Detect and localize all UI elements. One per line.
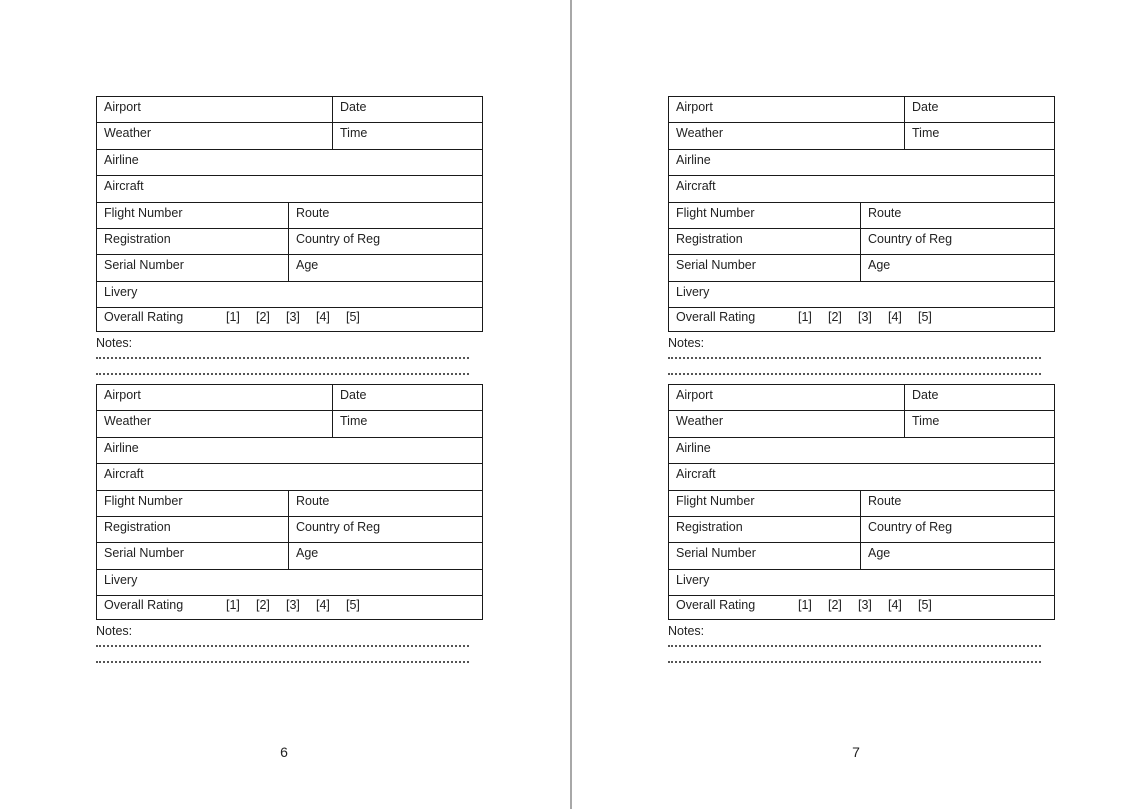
notes-line[interactable] bbox=[96, 645, 469, 647]
rating-option-2[interactable]: [2] bbox=[828, 310, 842, 324]
page-7 bbox=[572, 0, 1140, 809]
rating-option-1[interactable]: [1] bbox=[798, 598, 812, 612]
flight-number-field[interactable]: Flight Number bbox=[669, 491, 861, 517]
route-field[interactable]: Route bbox=[861, 491, 1055, 517]
notes-line[interactable] bbox=[668, 661, 1041, 663]
page-number: 7 bbox=[852, 744, 860, 760]
log-table bbox=[668, 384, 1055, 620]
notes-line[interactable] bbox=[96, 357, 469, 359]
rating-option-3[interactable]: [3] bbox=[858, 598, 872, 612]
route-field[interactable]: Route bbox=[289, 203, 483, 229]
airport-field[interactable]: Airport bbox=[97, 97, 333, 123]
date-field[interactable]: Date bbox=[333, 385, 483, 411]
notes-line[interactable] bbox=[668, 357, 1041, 359]
overall-rating-label: Overall Rating bbox=[104, 310, 184, 324]
rating-option-2[interactable]: [2] bbox=[256, 598, 270, 612]
date-field[interactable]: Date bbox=[333, 97, 483, 123]
notes-label: Notes: bbox=[96, 336, 133, 350]
livery-field[interactable]: Livery bbox=[669, 282, 1055, 308]
serial-number-field[interactable]: Serial Number bbox=[669, 255, 861, 282]
rating-option-2[interactable]: [2] bbox=[256, 310, 270, 324]
rating-option-3[interactable]: [3] bbox=[286, 310, 300, 324]
rating-option-4[interactable]: [4] bbox=[316, 310, 330, 324]
livery-field[interactable]: Livery bbox=[97, 282, 483, 308]
route-field[interactable]: Route bbox=[861, 203, 1055, 229]
aircraft-log-form bbox=[96, 96, 482, 375]
airline-field[interactable]: Airline bbox=[669, 150, 1055, 176]
airport-field[interactable]: Airport bbox=[97, 385, 333, 411]
country-of-reg-field[interactable]: Country of Reg bbox=[861, 229, 1055, 255]
notes-label: Notes: bbox=[668, 336, 705, 350]
overall-rating-label: Overall Rating bbox=[676, 310, 756, 324]
aircraft-log-form bbox=[668, 96, 1054, 375]
age-field[interactable]: Age bbox=[289, 255, 483, 282]
rating-option-4[interactable]: [4] bbox=[316, 598, 330, 612]
serial-number-field[interactable]: Serial Number bbox=[97, 255, 289, 282]
weather-field[interactable]: Weather bbox=[669, 123, 905, 150]
flight-number-field[interactable]: Flight Number bbox=[97, 491, 289, 517]
rating-option-3[interactable]: [3] bbox=[858, 310, 872, 324]
rating-option-5[interactable]: [5] bbox=[346, 310, 360, 324]
time-field[interactable]: Time bbox=[905, 411, 1055, 438]
notes-label: Notes: bbox=[96, 624, 133, 638]
overall-rating-label: Overall Rating bbox=[104, 598, 184, 612]
rating-option-1[interactable]: [1] bbox=[798, 310, 812, 324]
page-number: 6 bbox=[280, 744, 288, 760]
weather-field[interactable]: Weather bbox=[97, 411, 333, 438]
overall-rating-row bbox=[97, 308, 483, 332]
serial-number-field[interactable]: Serial Number bbox=[97, 543, 289, 570]
airport-field[interactable]: Airport bbox=[669, 97, 905, 123]
aircraft-field[interactable]: Aircraft bbox=[97, 464, 483, 491]
time-field[interactable]: Time bbox=[333, 411, 483, 438]
registration-field[interactable]: Registration bbox=[669, 229, 861, 255]
notes-line[interactable] bbox=[96, 661, 469, 663]
airport-field[interactable]: Airport bbox=[669, 385, 905, 411]
country-of-reg-field[interactable]: Country of Reg bbox=[289, 517, 483, 543]
notes-line[interactable] bbox=[668, 373, 1041, 375]
rating-option-5[interactable]: [5] bbox=[918, 310, 932, 324]
rating-option-5[interactable]: [5] bbox=[918, 598, 932, 612]
weather-field[interactable]: Weather bbox=[97, 123, 333, 150]
aircraft-field[interactable]: Aircraft bbox=[669, 176, 1055, 203]
rating-option-1[interactable]: [1] bbox=[226, 598, 240, 612]
log-table bbox=[96, 384, 483, 620]
flight-number-field[interactable]: Flight Number bbox=[669, 203, 861, 229]
country-of-reg-field[interactable]: Country of Reg bbox=[289, 229, 483, 255]
notes-line[interactable] bbox=[668, 645, 1041, 647]
log-table bbox=[96, 96, 483, 332]
registration-field[interactable]: Registration bbox=[97, 229, 289, 255]
livery-field[interactable]: Livery bbox=[669, 570, 1055, 596]
rating-option-2[interactable]: [2] bbox=[828, 598, 842, 612]
airline-field[interactable]: Airline bbox=[669, 438, 1055, 464]
overall-rating-row bbox=[669, 308, 1055, 332]
age-field[interactable]: Age bbox=[861, 543, 1055, 570]
rating-option-3[interactable]: [3] bbox=[286, 598, 300, 612]
airline-field[interactable]: Airline bbox=[97, 438, 483, 464]
overall-rating-row bbox=[669, 596, 1055, 620]
date-field[interactable]: Date bbox=[905, 385, 1055, 411]
aircraft-log-form bbox=[668, 384, 1054, 663]
aircraft-field[interactable]: Aircraft bbox=[97, 176, 483, 203]
livery-field[interactable]: Livery bbox=[97, 570, 483, 596]
age-field[interactable]: Age bbox=[861, 255, 1055, 282]
age-field[interactable]: Age bbox=[289, 543, 483, 570]
rating-option-4[interactable]: [4] bbox=[888, 598, 902, 612]
time-field[interactable]: Time bbox=[333, 123, 483, 150]
aircraft-field[interactable]: Aircraft bbox=[669, 464, 1055, 491]
weather-field[interactable]: Weather bbox=[669, 411, 905, 438]
airline-field[interactable]: Airline bbox=[97, 150, 483, 176]
notes-line[interactable] bbox=[96, 373, 469, 375]
aircraft-log-form bbox=[96, 384, 482, 663]
rating-option-1[interactable]: [1] bbox=[226, 310, 240, 324]
overall-rating-row bbox=[97, 596, 483, 620]
flight-number-field[interactable]: Flight Number bbox=[97, 203, 289, 229]
registration-field[interactable]: Registration bbox=[669, 517, 861, 543]
date-field[interactable]: Date bbox=[905, 97, 1055, 123]
rating-option-5[interactable]: [5] bbox=[346, 598, 360, 612]
country-of-reg-field[interactable]: Country of Reg bbox=[861, 517, 1055, 543]
rating-option-4[interactable]: [4] bbox=[888, 310, 902, 324]
overall-rating-label: Overall Rating bbox=[676, 598, 756, 612]
route-field[interactable]: Route bbox=[289, 491, 483, 517]
time-field[interactable]: Time bbox=[905, 123, 1055, 150]
notes-label: Notes: bbox=[668, 624, 705, 638]
log-table bbox=[668, 96, 1055, 332]
registration-field[interactable]: Registration bbox=[97, 517, 289, 543]
serial-number-field[interactable]: Serial Number bbox=[669, 543, 861, 570]
